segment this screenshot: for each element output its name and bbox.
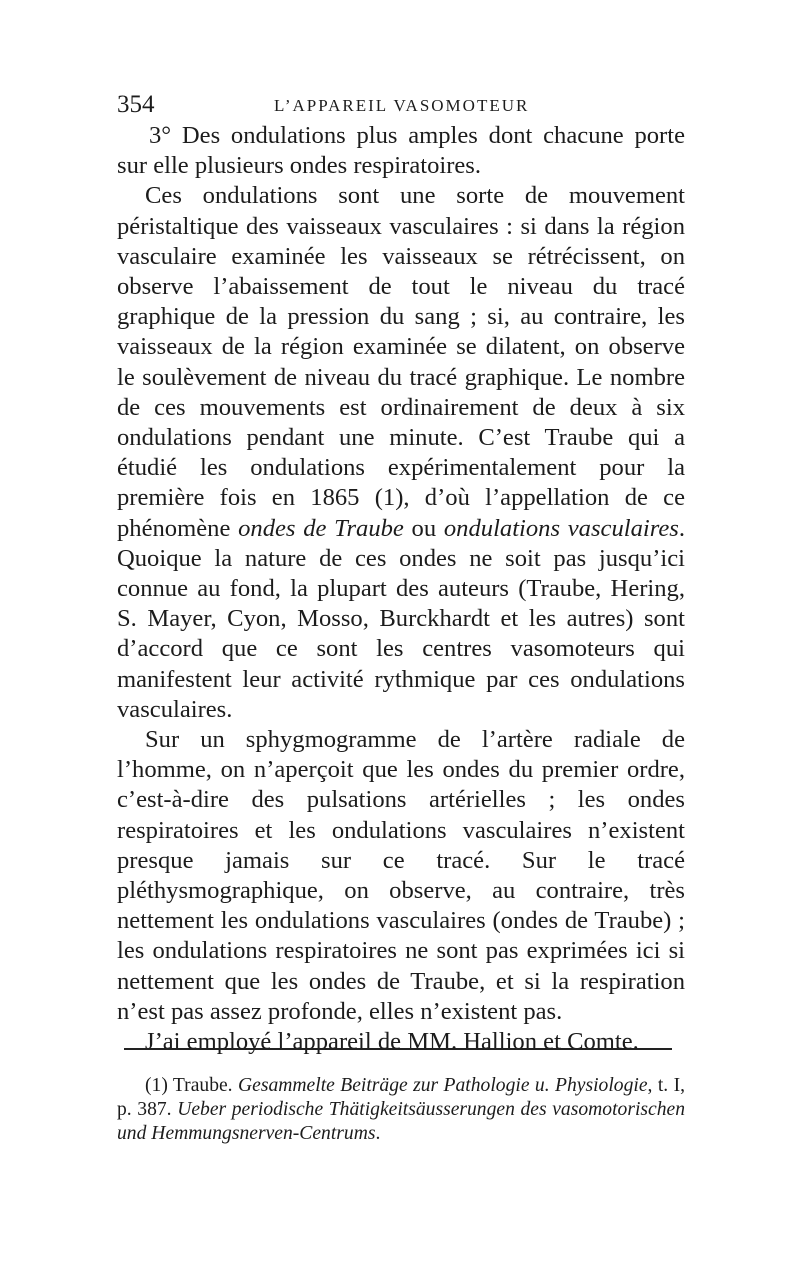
footnote-marker: (1) Traube. <box>145 1075 238 1096</box>
paragraph-1: 3° Des ondulations plus amples dont chacune porte sur elle plusieurs ondes respiratoires. <box>117 122 685 180</box>
term-ondulations-vasculaires: ondulations vasculaires <box>443 514 679 542</box>
term-ondes-de-traube: ondes de Traube <box>238 514 404 542</box>
footnote-title-1: Gesammelte Beiträge zur Pathologie u. Physiologie <box>237 1075 648 1096</box>
footnote-end: . <box>375 1123 381 1144</box>
footnote-title-2: Ueber periodische Thätigkeitsäusserungen des vasomotorischen und Hemmungsnerven-Centrums <box>117 1099 685 1144</box>
footnote <box>117 1074 685 1146</box>
footnote-divider <box>124 1048 672 1050</box>
footnote-text <box>117 1074 685 1146</box>
page-number: 354 <box>117 91 155 118</box>
running-title: L’APPAREIL VASOMOTEUR <box>274 96 530 115</box>
paragraph-2-text-a: Ces ondulations sont une sorte de mouvement péristaltique des vaisseaux vasculaires : si dans la région vasculaire examinée les vaisseaux se rétrécissent, on observe l’abaissement de tout le niveau du tracé graphique de la pression du sang ; si, au contraire, les vaisseaux de la région examinée se dilatent, on observe le soulèvement de niveau du tracé graphique. Le nombre de ces mouvements est ordinairement de deux à six ondulations pendant une minute. C’est Traube qui a étudié les ondulations expérimentalement pour la première fois en 1865 (1), d’où l’appellation de ce phénomène <box>117 182 685 542</box>
paragraph-2-text-c: ou <box>403 514 444 542</box>
paragraph-2-text-e: . Quoique la nature de ces ondes ne soit pas jusqu’ici connue au fond, la plupart des auteurs (Traube, Hering, S. Mayer, Cyon, Mosso, Burckhardt et les autres) sont d’accord que ce sont les centres vasomoteurs qui manifestent leur activité rythmique par ces ondulations vasculaires. <box>117 514 686 723</box>
paragraph-4: J’ai employé l’appareil de MM. Hallion et Comte. <box>145 1028 639 1056</box>
footnote-citation: , t. I, p. 387. <box>117 1075 685 1120</box>
main-text <box>117 121 685 1057</box>
paragraph-3: Sur un sphygmogramme de l’artère radiale de l’homme, on n’aperçoit que les ondes du premier ordre, c’est-à-dire des pulsations artérielles ; les ondes respiratoires et les ondulations vasculaires n’existent presque jamais sur ce tracé. Sur le tracé pléthysmographique, on observe, au contraire, très nettement les ondulations vasculaires (ondes de Traube) ; les ondulations respiratoires ne sont pas exprimées ici si nettement que les ondes de Traube, et si la respiration n’est pas assez profonde, elles n’existent pas. <box>117 726 685 1025</box>
page-header <box>117 90 685 120</box>
paragraph-2 <box>117 181 685 725</box>
